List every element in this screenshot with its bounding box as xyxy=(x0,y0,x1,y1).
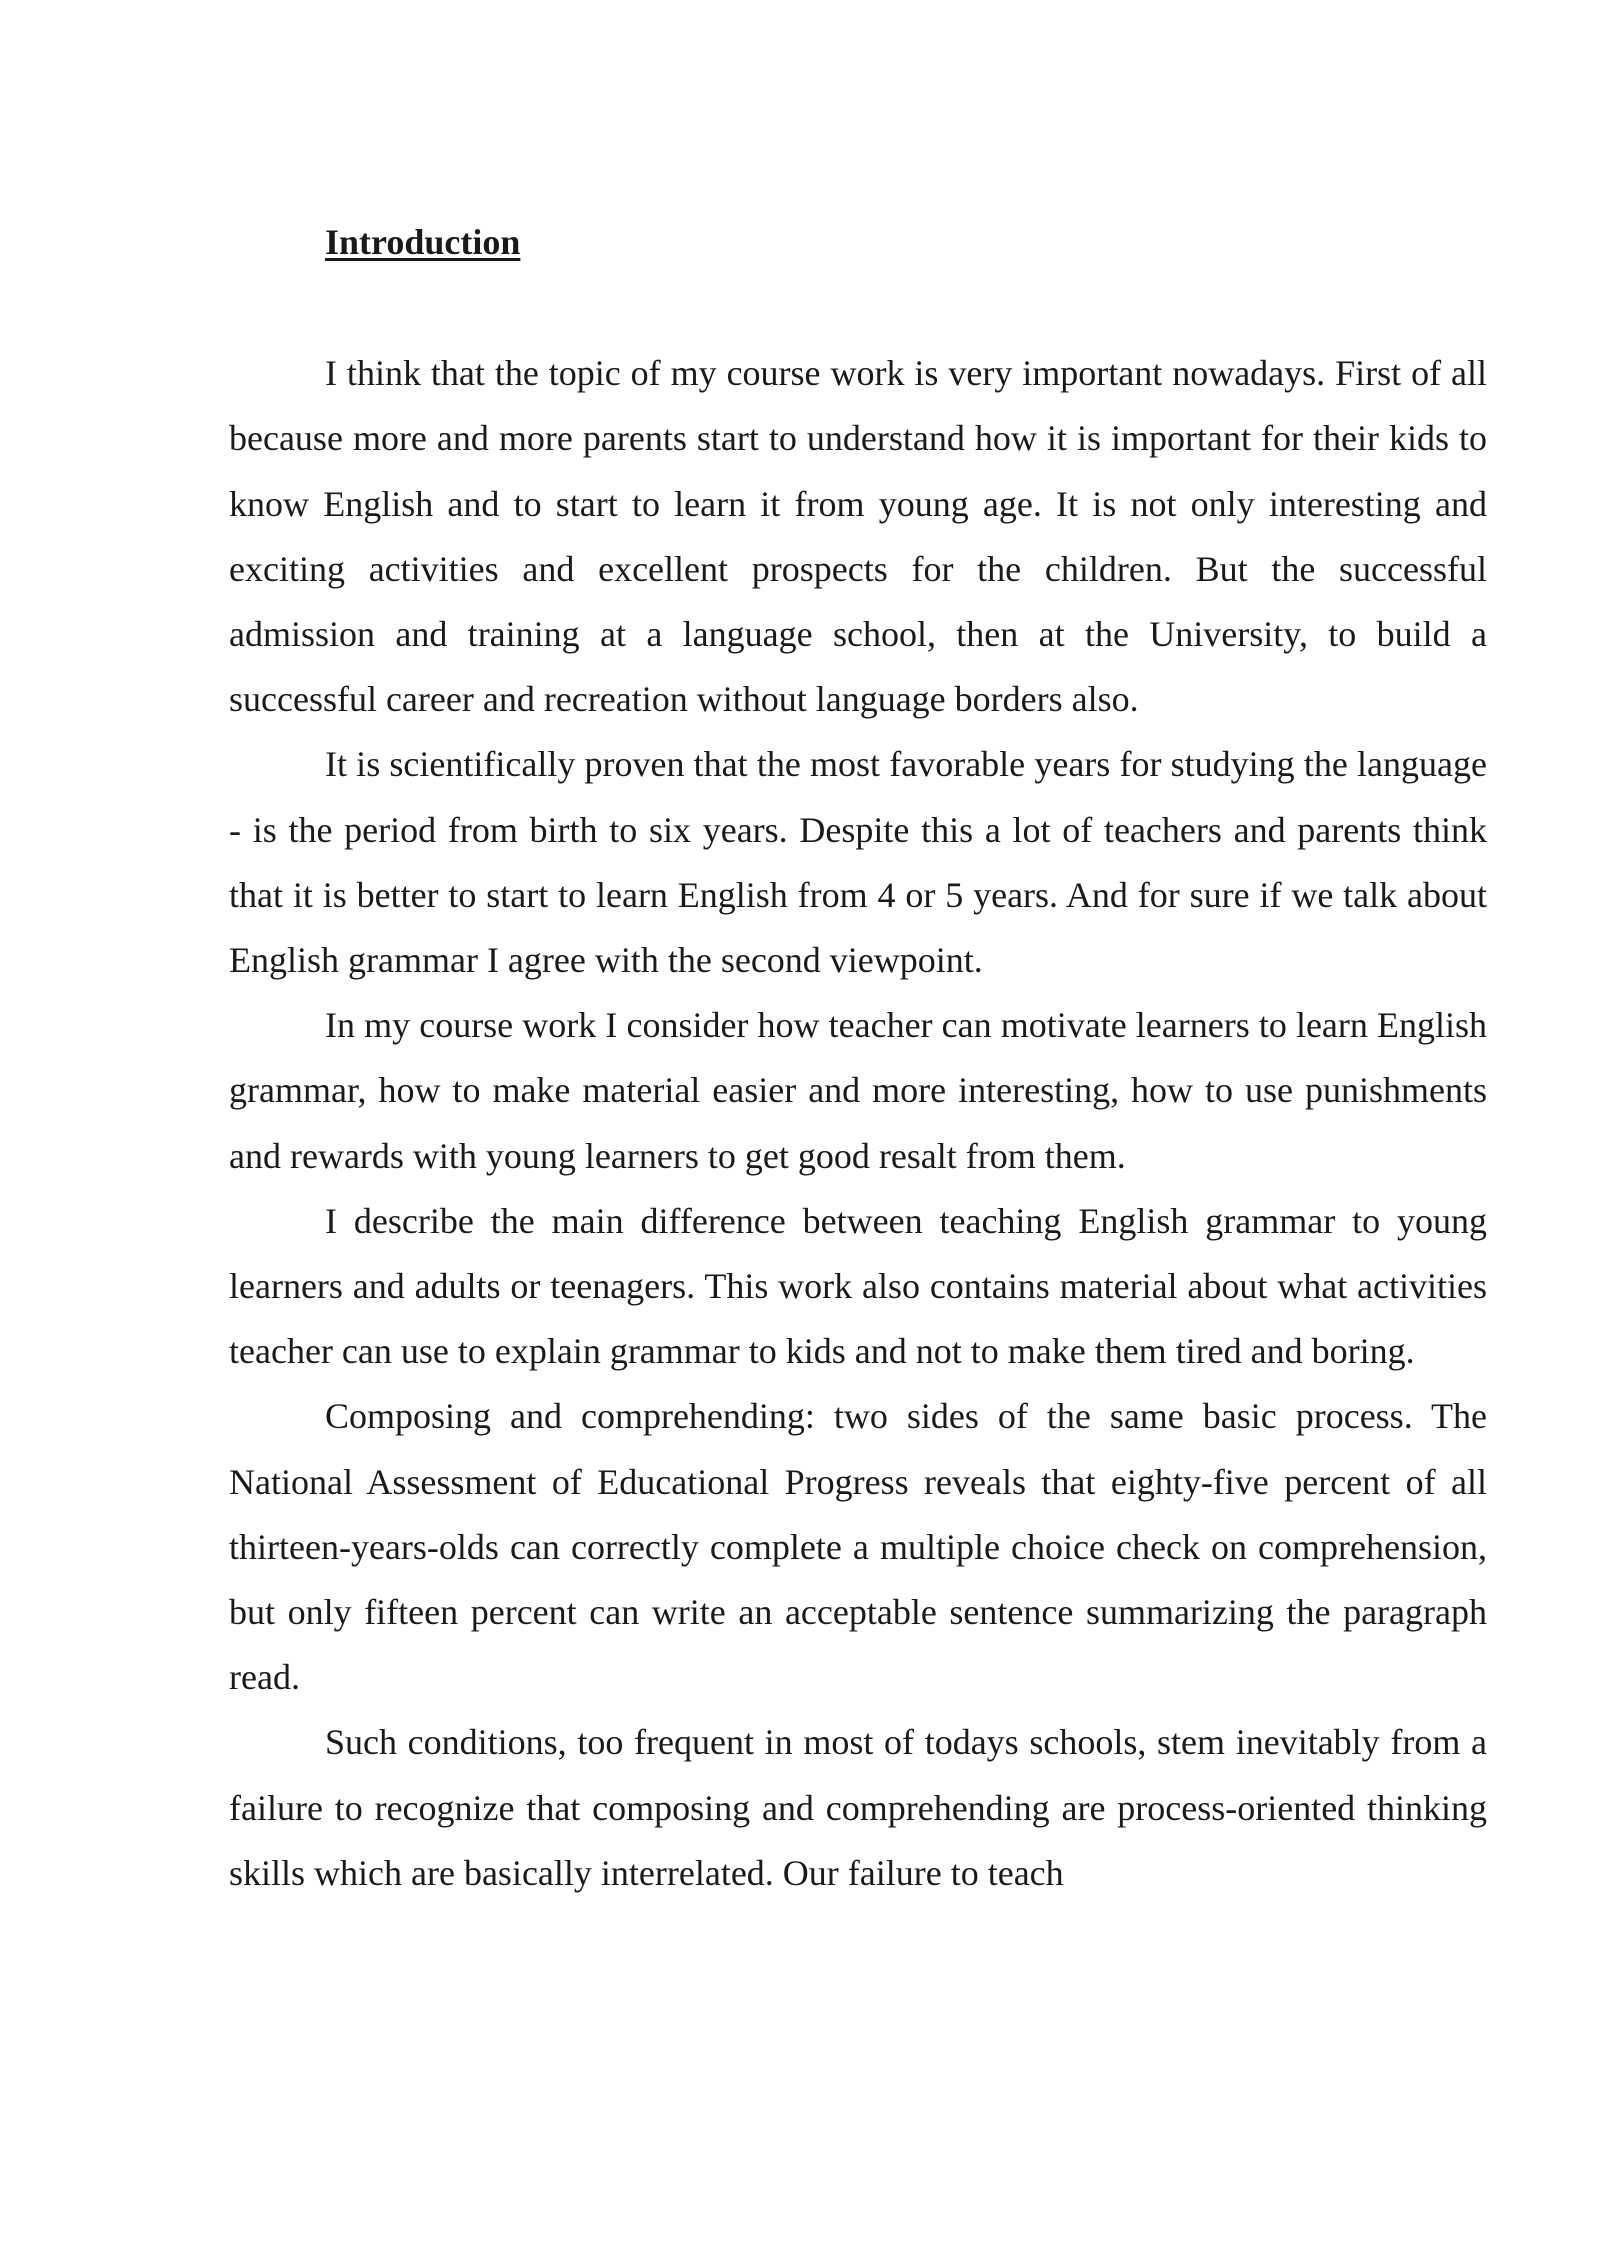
paragraph-5: Composing and comprehending: two sides of the same basic process. The National Assessment of Educational Progress reveals that eighty-five percent of all thirteen-years-olds can correctly complete a multiple choice check on comprehension, but only fifteen percent can write an acceptable sentence summarizing the paragraph read. xyxy=(229,1396,1487,1698)
paragraph-4: I describe the main difference between teaching English grammar to young learners and adults or teenagers. This work also contains material about what activities teacher can use to explain grammar to kids and not to make them tired and boring. xyxy=(229,1200,1487,1372)
paragraph-6: Such conditions, too frequent in most of todays schools, stem inevitably from a failure to recognize that composing and comprehending are process-oriented thinking skills which are basically interrelated. Our failure to teach xyxy=(229,1722,1487,1893)
paragraph-3: In my course work I consider how teacher can motivate learners to learn English grammar, how to make material easier and more interesting, how to use punishments and rewards with young learners to get good resalt from them. xyxy=(229,1005,1487,1176)
paragraph-1: I think that the topic of my course work is very important nowadays. First of all because more and more parents start to understand how it is important for their kids to know English and to start to learn it from young age. It is not only interesting and exciting activities and excellent prospects for the children. But the successful admission and training at a language school, then at the University, to build a successful career and recreation without language borders also. xyxy=(229,353,1487,720)
paragraph-2: It is scientifically proven that the most favorable years for studying the language - is the period from birth to six years. Despite this a lot of teachers and parents think that it is better to start to learn English from 4 or 5 years. And for sure if we talk about English grammar I agree with the second viewpoint. xyxy=(229,744,1487,981)
section-heading: Introduction xyxy=(325,222,521,262)
document-body xyxy=(229,210,1487,1906)
